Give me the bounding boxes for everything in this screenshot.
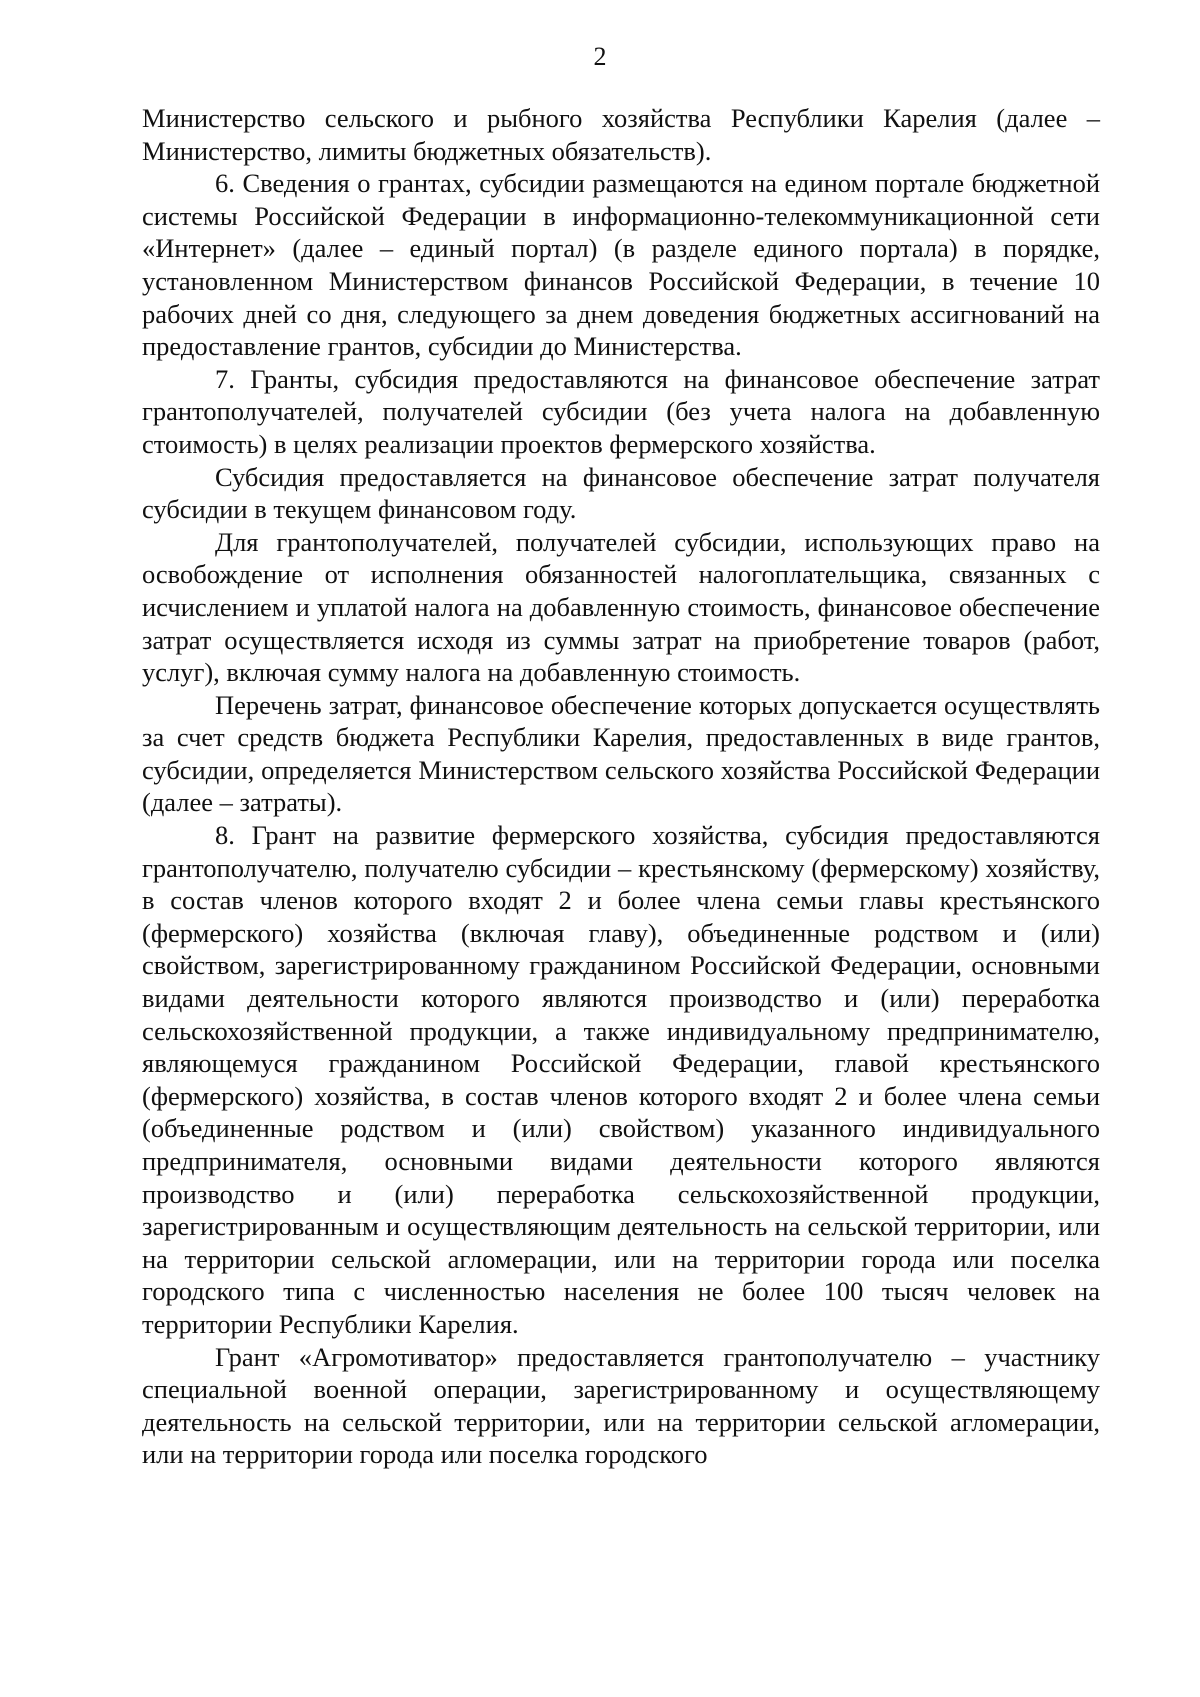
paragraph: 8. Грант на развитие фермерского хозяйства, субсидия предоставляются грантополучателю, получателю субсидии – крестьянскому (фермерскому) хозяйству, в состав членов которого входят 2 и более члена семьи главы крестьянского (фермерского) хозяйства (включая главу), объединенные родством и (или) свойством, зарегистрированному гражданином Российской Федерации, основными видами деятельности которого являются производство и (или) переработка сельскохозяйственной продукции, а также индивидуальному предпринимателю, являющемуся гражданином Российской Федерации, главой крестьянского (фермерского) хозяйства, в состав членов которого входят 2 и более члена семьи (объединенные родством и (или) свойством) указанного индивидуального предпринимателя, основными видами деятельности которого являются производство и (или) переработка сельскохозяйственной продукции, зарегистрированным и осуществляющим деятельность на сельской территории, или на территории сельской агломерации, или на территории города или поселка городского типа с численностью населения не более 100 тысяч человек на территории Республики Карелия. <box>142 820 1100 1339</box>
paragraph: 6. Сведения о грантах, субсидии размещаются на едином портале бюджетной системы Российской Федерации в информационно-телекоммуникационной сети «Интернет» (далее – единый портал) (в разделе единого портала) в порядке, установленном Министерством финансов Российской Федерации, в течение 10 рабочих дней со дня, следующего за днем доведения бюджетных ассигнований на предоставление грантов, субсидии до Министерства. <box>142 168 1100 362</box>
paragraph: Субсидия предоставляется на финансовое обеспечение затрат получателя субсидии в текущем финансовом году. <box>142 461 1100 525</box>
page-number: 2 <box>593 42 607 71</box>
paragraph: Грант «Агромотиватор» предоставляется грантополучателю – участнику специальной военной операции, зарегистрированному и осуществляющему деятельность на сельской территории, или на территории сельской агломерации, или на территории города или поселка городского <box>142 1341 1100 1470</box>
paragraph: Перечень затрат, финансовое обеспечение которых допускается осуществлять за счет средств бюджета Республики Карелия, предоставленных в виде грантов, субсидии, определяется Министерством сельского хозяйства Российской Федерации (далее – затраты). <box>142 689 1100 818</box>
paragraph: Для грантополучателей, получателей субсидии, использующих право на освобождение от исполнения обязанностей налогоплательщика, связанных с исчислением и уплатой налога на добавленную стоимость, финансовое обеспечение затрат осуществляется исходя из суммы затрат на приобретение товаров (работ, услуг), включая сумму налога на добавленную стоимость. <box>142 526 1100 688</box>
paragraph: Министерство сельского и рыбного хозяйства Республики Карелия (далее – Министерство, лимиты бюджетных обязательств). <box>142 103 1100 166</box>
document-body <box>142 102 1100 1471</box>
paragraph: 7. Гранты, субсидия предоставляются на финансовое обеспечение затрат грантополучателей, получателей субсидии (без учета налога на добавленную стоимость) в целях реализации проектов фермерского хозяйства. <box>142 363 1100 459</box>
